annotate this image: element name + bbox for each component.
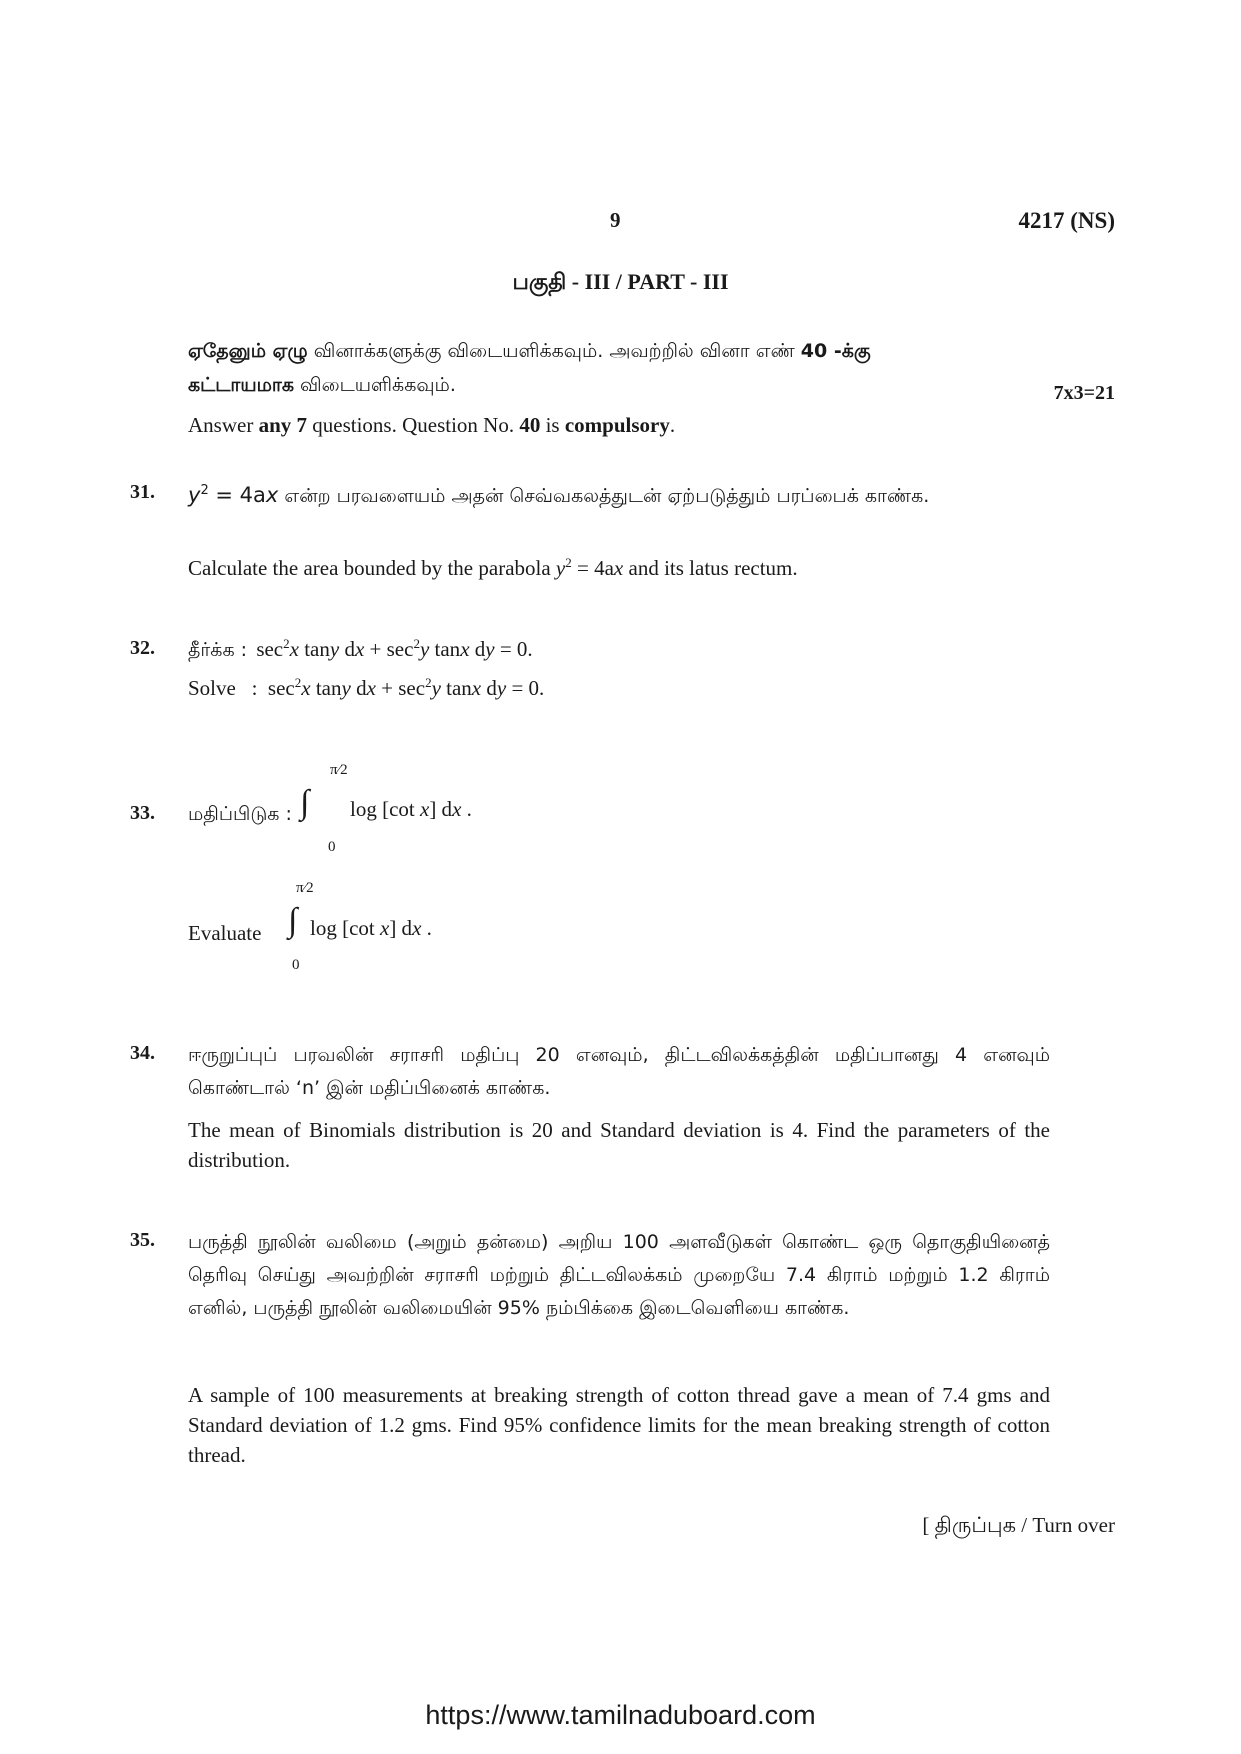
question-number-34: 34.	[130, 1042, 155, 1064]
question-number-31: 31.	[130, 481, 155, 503]
integral-sign: ∫	[300, 784, 310, 821]
q32-english-line	[188, 673, 1058, 703]
q31-equation-tamil: $y^2 = 4ax$	[188, 483, 279, 507]
instr-ta-text-1: வினாக்களுக்கு விடையளிக்கவும். அவற்றில் வினா எண்	[307, 340, 801, 362]
q34-english: The mean of Binomials distribution is 20 and Standard deviation is 4. Find the parameters of the distribution.	[188, 1118, 1050, 1172]
q32-tamil-label: தீர்க்க :	[188, 639, 248, 661]
integral-lower-limit: 0	[292, 957, 300, 973]
integral-upper-limit: π⁄2	[296, 880, 314, 896]
question-number-35: 35.	[130, 1229, 155, 1251]
q33-tamil-label: மதிப்பிடுக :	[188, 803, 292, 825]
instr-en-bold-2: 40	[519, 413, 541, 437]
question-number-33: 33.	[130, 802, 155, 824]
instr-en-bold-1: any 7	[258, 413, 308, 437]
q31-tamil-text: என்ற பரவளையம் அதன் செவ்வகலத்துடன் ஏற்படுத்தும் பரப்பைக் காண்க.	[278, 485, 930, 507]
integral-sign: ∫	[288, 902, 298, 939]
q31-tamil	[188, 478, 1050, 513]
q34-tamil: ஈருறுப்புப் பரவலின் சராசரி மதிப்பு 20 எனவும், திட்டவிலக்கத்தின் மதிப்பானது 4 எனவும் கொண்டால் ‘n’ இன் மதிப்பினைக் காண்க.	[188, 1044, 1050, 1099]
part-title: பகுதி - III / PART - III	[512, 269, 729, 294]
page-number: 9	[610, 208, 621, 232]
instr-ta-bold-3: கட்டாயமாக	[188, 374, 294, 396]
instructions-tamil	[188, 334, 1008, 402]
integral-expression: log [cot x] dx .	[310, 916, 432, 940]
integral-lower-limit: 0	[328, 839, 336, 855]
q32-equation-english: $\sec^2x$ tany dx + $\sec^2y$ tanx dy = 0.	[257, 675, 545, 700]
turn-over-note: [ திருப்புக / Turn over	[922, 1513, 1115, 1537]
footer-url[interactable]: https://www.tamilnaduboard.com	[425, 1700, 816, 1730]
q35-tamil: பருத்தி நூலின் வலிமை (அறும் தன்மை) அறிய 100 அளவீடுகள் கொண்ட ஒரு தொகுதியினைத் தெரிவு செய்து அவற்றின் சராசரி மற்றும் திட்டவிலக்கம் முறையே 7.4 கிராம் மற்றும் 1.2 கிராம் எனில், பருத்தி நூலின் வலிமையின் 95% நம்பிக்கை இடைவெளியை காண்க.	[188, 1231, 1050, 1319]
q32-english-label: Solve :	[188, 676, 258, 700]
instr-ta-bold-2: 40 -க்கு	[800, 340, 871, 362]
q33-integral-tamil	[300, 762, 560, 862]
q32-tamil-line	[188, 634, 1058, 667]
q33-integral-english	[288, 880, 548, 980]
instr-ta-bold-1: ஏதேனும் ஏழு	[188, 340, 308, 362]
integral-upper-limit: π⁄2	[330, 762, 348, 778]
instr-en-bold-3: compulsory	[564, 413, 670, 437]
paper-code: 4217 (NS)	[1018, 208, 1115, 233]
q31-english	[188, 553, 1058, 583]
q31-equation-english: $y^2 = 4ax$	[555, 555, 624, 580]
marks-scheme: 7x3=21	[1053, 382, 1115, 404]
q31-en-post: and its latus rectum.	[623, 556, 798, 580]
q32-equation-tamil: $\sec^2x$ tany dx + $\sec^2y$ tanx dy = 0.	[251, 636, 533, 661]
integral-expression: log [cot x] dx .	[350, 797, 472, 821]
q33-english-label: Evaluate	[188, 921, 262, 945]
instr-en-text-3: is	[540, 413, 565, 437]
q35-english: A sample of 100 measurements at breaking strength of cotton thread gave a mean of 7.4 gms and Standard deviation of 1.2 gms. Find 95% confidence limits for the mean breaking strength of cotton thread.	[188, 1383, 1050, 1467]
instr-en-text-2: questions. Question No.	[307, 413, 520, 437]
q31-en-pre: Calculate the area bounded by the parabola	[188, 556, 556, 580]
instructions-english	[188, 410, 1058, 440]
instr-en-text-1: Answer	[188, 413, 259, 437]
instr-en-text-4: .	[669, 413, 676, 437]
question-number-32: 32.	[130, 637, 155, 659]
instr-ta-text-2: விடையளிக்கவும்.	[293, 374, 456, 396]
